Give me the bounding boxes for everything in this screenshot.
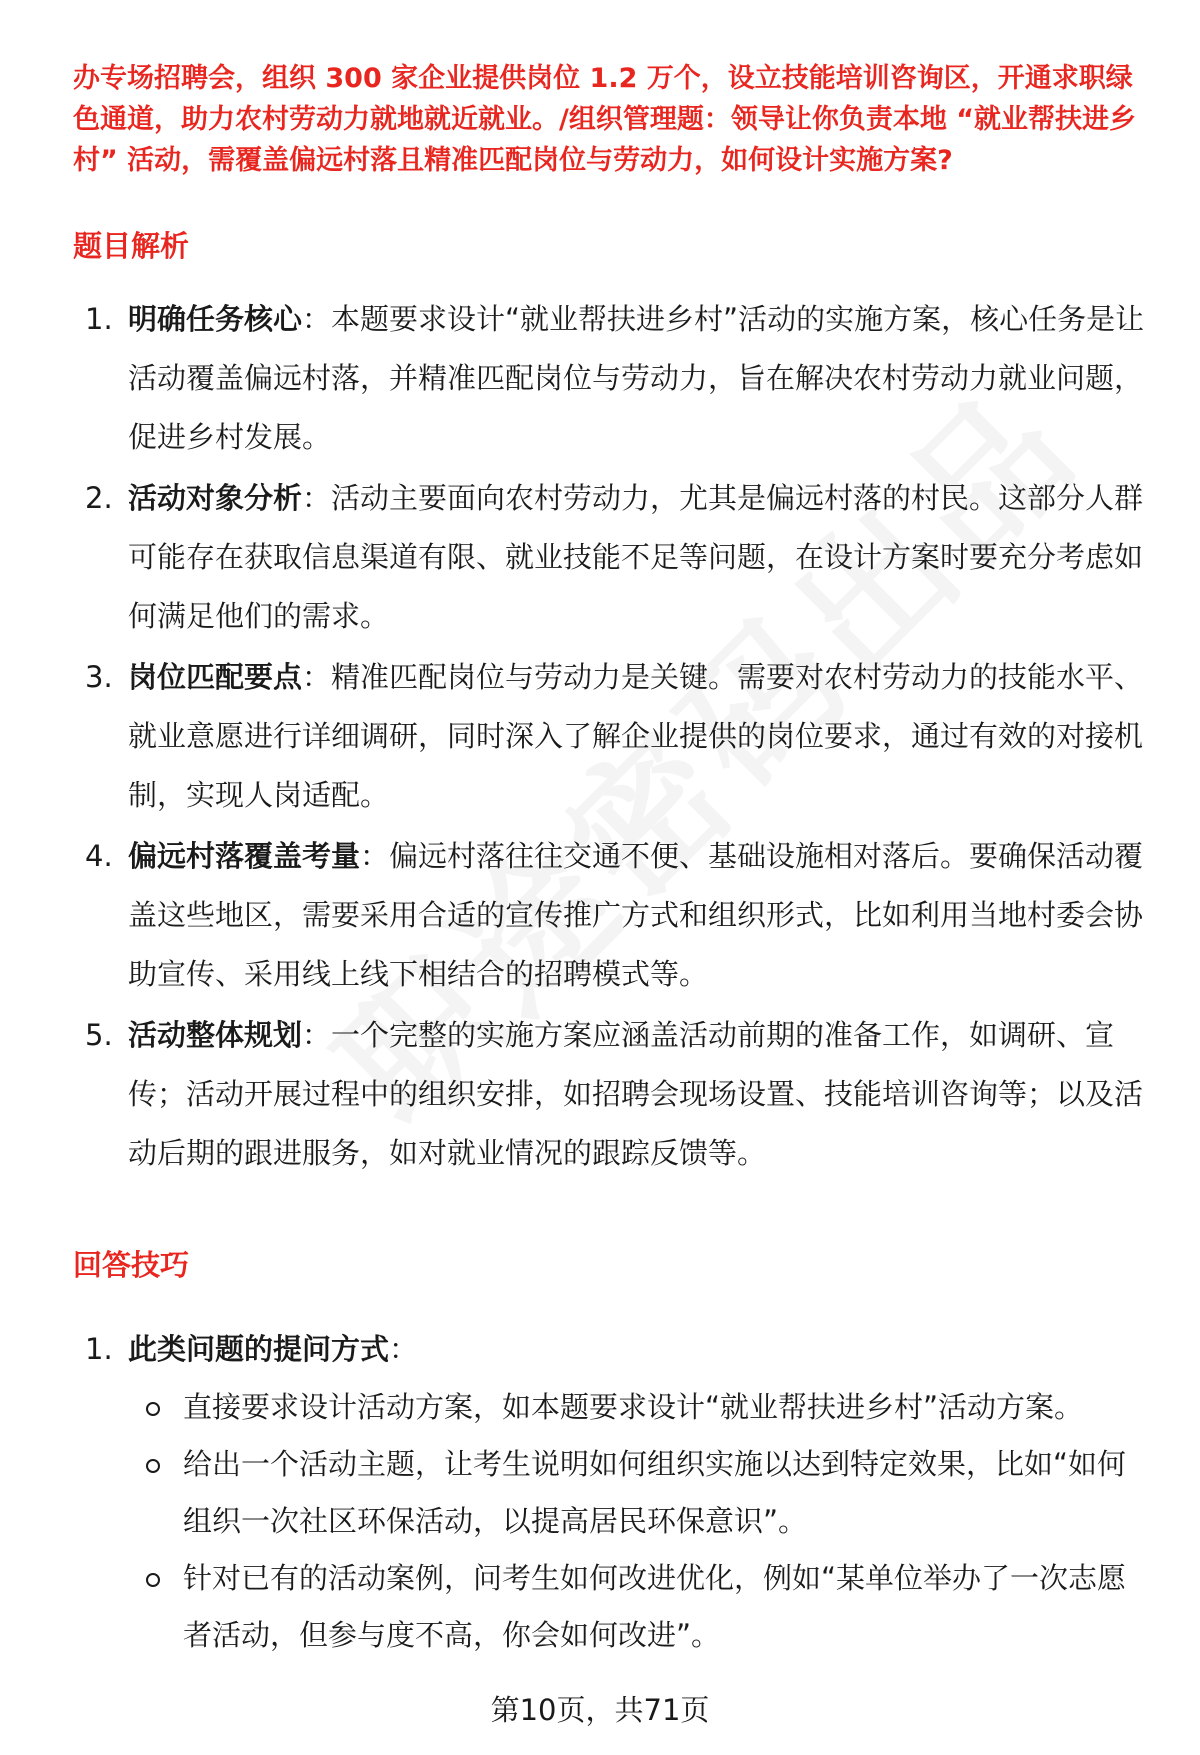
list-item [73, 469, 1148, 646]
hollow-circle-bullet-icon [146, 1573, 160, 1587]
hollow-circle-bullet-icon [146, 1459, 160, 1473]
item-separator: ： [302, 1018, 332, 1052]
hollow-circle-bullet-icon [146, 1402, 160, 1416]
sub-list-item [128, 1379, 1148, 1436]
question-text: 办专场招聘会，组织 300 家企业提供岗位 1.2 万个，设立技能培训咨询区，开通求职绿色通道，助力农村劳动力就地就近就业。/组织管理题：领导让你负责本地 “就业帮扶进乡村” 活动，需覆盖偏远村落且精准匹配岗位与劳动力，如何设计实施方案? [73, 63, 1137, 176]
item-term: 明确任务核心 [128, 302, 303, 336]
item-separator: ： [302, 660, 332, 694]
list-number: 5. [85, 1018, 113, 1052]
item-term: 活动整体规划 [128, 1018, 303, 1052]
item-separator: ： [360, 839, 390, 873]
list-item [73, 1320, 1148, 1664]
list-number: 1. [85, 1332, 113, 1366]
list-number: 3. [85, 660, 113, 694]
item-separator: ： [302, 481, 332, 515]
list-number: 2. [85, 481, 113, 515]
sub-item-text: 给出一个活动主题，让考生说明如何组织实施以达到特定效果，比如“如何组织一次社区环保活动，以提高居民环保意识”。 [183, 1447, 1127, 1538]
sub-list [128, 1379, 1148, 1664]
item-term: 偏远村落覆盖考量 [128, 839, 361, 873]
list-item [73, 290, 1148, 467]
sub-item-text: 针对已有的活动案例，问考生如何改进优化，例如“某单位举办了一次志愿者活动，但参与度不高，你会如何改进”。 [183, 1561, 1127, 1652]
sub-item-text: 直接要求设计活动方案，如本题要求设计“就业帮扶进乡村”活动方案。 [183, 1390, 1084, 1424]
item-term: 活动对象分析 [128, 481, 303, 515]
list-item [73, 1006, 1148, 1183]
analysis-list [73, 290, 1148, 1185]
tips-list [73, 1320, 1148, 1666]
sub-list-item [128, 1550, 1148, 1664]
item-separator: ： [302, 302, 332, 336]
item-term: 此类问题的提问方式 [128, 1332, 390, 1366]
list-number: 4. [85, 839, 113, 873]
item-separator: ： [389, 1332, 419, 1366]
list-item [73, 648, 1148, 825]
list-number: 1. [85, 302, 113, 336]
section-title-tips: 回答技巧 [73, 1248, 190, 1282]
sub-list-item [128, 1436, 1148, 1550]
item-text: 偏远村落往往交通不便、基础设施相对落后。要确保活动覆盖这些地区，需要采用合适的宣传推广方式和组织形式，比如利用当地村委会协助宣传、采用线上线下相结合的招聘模式等。 [128, 839, 1144, 991]
item-text: 本题要求设计“就业帮扶进乡村”活动的实施方案，核心任务是让活动覆盖偏远村落，并精准匹配岗位与劳动力，旨在解决农村劳动力就业问题，促进乡村发展。 [128, 302, 1145, 454]
page-number: 第10页，共71页 [490, 1693, 710, 1727]
item-text: 精准匹配岗位与劳动力是关键。需要对农村劳动力的技能水平、就业意愿进行详细调研，同时深入了解企业提供的岗位要求，通过有效的对接机制，实现人岗适配。 [128, 660, 1144, 812]
section-title-analysis: 题目解析 [73, 229, 190, 263]
item-term: 岗位匹配要点 [128, 660, 303, 694]
list-item [73, 827, 1148, 1004]
item-text: 活动主要面向农村劳动力，尤其是偏远村落的村民。这部分人群可能存在获取信息渠道有限、就业技能不足等问题，在设计方案时要充分考虑如何满足他们的需求。 [128, 481, 1144, 633]
item-text: 一个完整的实施方案应涵盖活动前期的准备工作，如调研、宣传；活动开展过程中的组织安排，如招聘会现场设置、技能培训咨询等；以及活动后期的跟进服务，如对就业情况的跟踪反馈等。 [128, 1018, 1144, 1170]
